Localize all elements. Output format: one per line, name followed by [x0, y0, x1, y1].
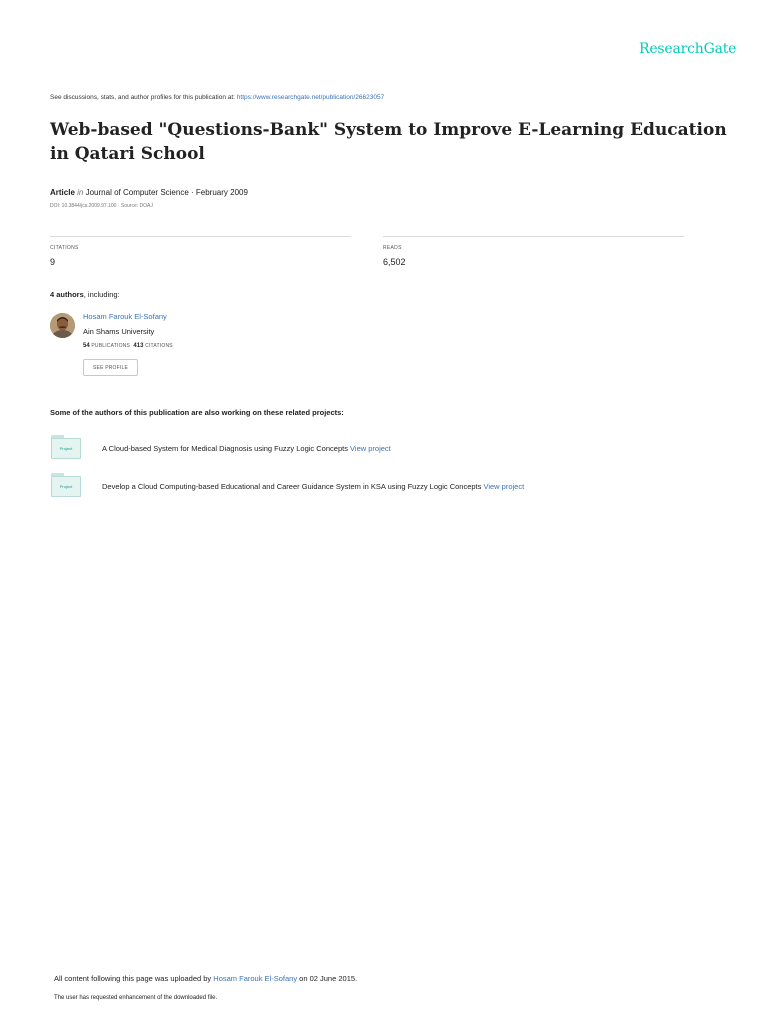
view-project-link[interactable]: View project	[350, 444, 391, 453]
author-publications-count: 54	[83, 343, 90, 349]
author-citations-label: CITATIONS	[145, 343, 173, 349]
in-label: in	[77, 188, 84, 197]
reads-label: READS	[383, 245, 402, 251]
reads-stat	[383, 236, 684, 267]
citations-value: 9	[50, 257, 56, 267]
author-stats	[83, 343, 173, 349]
citations-stat	[50, 236, 351, 267]
view-project-link[interactable]: View project	[483, 482, 525, 491]
project-icon-label: Project	[51, 476, 81, 497]
uploader-link[interactable]: Hosam Farouk El-Sofany	[213, 974, 298, 983]
author-name-link[interactable]: Hosam Farouk El-Sofany	[83, 312, 167, 321]
intro-line	[50, 94, 384, 101]
publication-type: Article	[50, 188, 75, 197]
uploaded-note	[54, 974, 357, 983]
project-icon-label: Project	[51, 438, 81, 459]
researchgate-logo[interactable]: ResearchGate	[639, 41, 737, 57]
related-projects-heading: Some of the authors of this publication are also working on these related projects:	[50, 408, 344, 417]
project-folder-icon[interactable]	[51, 473, 83, 498]
citations-label: CITATIONS	[50, 245, 79, 251]
publication-url-link[interactable]: https://www.researchgate.net/publication/26623057	[236, 94, 385, 101]
author-institution: Ain Shams University	[83, 327, 155, 336]
doi-line: DOI: 10.3844/jcs.2009.97.100 · Source: DOAJ	[50, 203, 153, 209]
enhancement-note: The user has requested enhancement of the downloaded file.	[54, 995, 218, 1001]
project-item	[102, 482, 524, 491]
publication-meta	[50, 188, 248, 197]
see-profile-button[interactable]: SEE PROFILE	[83, 359, 138, 376]
authors-count-rest: , including:	[83, 290, 120, 299]
author-photo-icon	[50, 313, 75, 338]
page-title: Web-based "Questions-Bank" System to Improve E-Learning Education in Qatari School	[50, 120, 727, 164]
journal-info: Journal of Computer Science · February 2009	[85, 188, 248, 197]
intro-text: See discussions, stats, and author profiles for this publication at:	[50, 94, 237, 101]
author-citations-count: 413	[133, 343, 144, 349]
project-item	[102, 444, 391, 453]
uploaded-suffix: on 02 June 2015.	[297, 974, 358, 983]
project-title: A Cloud-based System for Medical Diagnosis using Fuzzy Logic Concepts	[102, 444, 351, 453]
uploaded-prefix: All content following this page was uploaded by	[54, 974, 214, 983]
reads-value: 6,502	[383, 257, 406, 267]
project-folder-icon[interactable]	[51, 435, 83, 460]
project-title: Develop a Cloud Computing-based Educational and Career Guidance System in KSA using Fuzzy Logic Concepts	[102, 482, 484, 491]
authors-count	[50, 290, 120, 299]
authors-count-number: 4 authors	[50, 290, 84, 299]
avatar[interactable]	[50, 313, 75, 338]
author-publications-label: PUBLICATIONS	[91, 343, 131, 349]
